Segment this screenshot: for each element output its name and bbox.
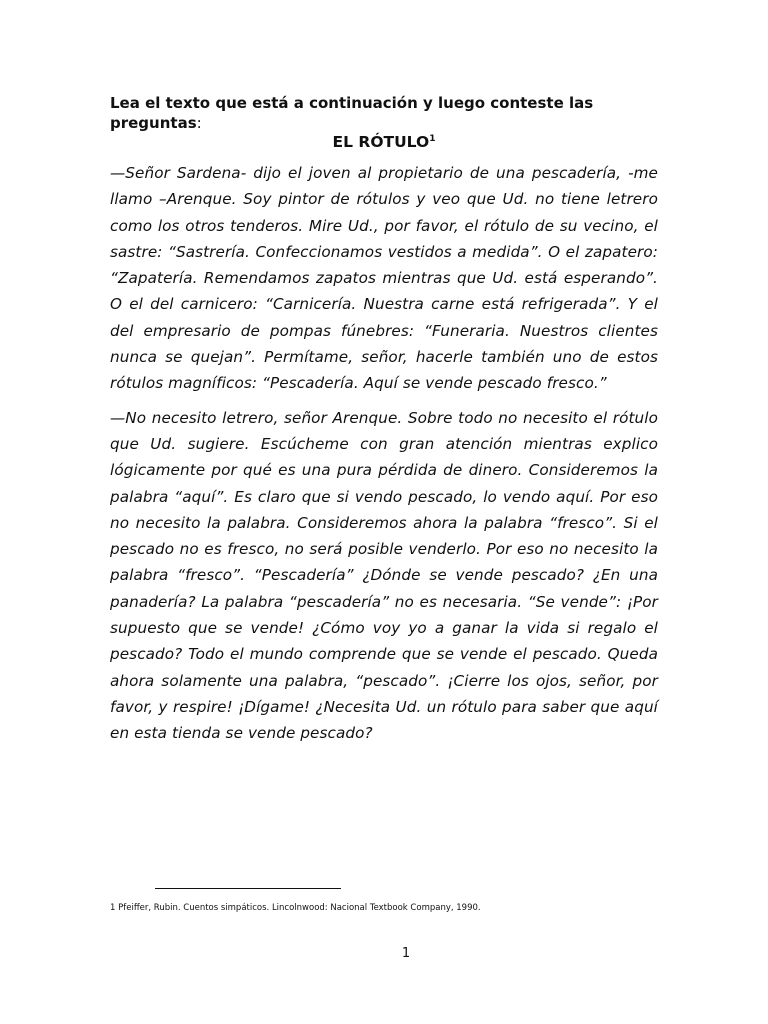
title-footnote-ref: 1: [429, 134, 436, 144]
instruction-colon: :: [196, 114, 202, 132]
instruction-line: [110, 93, 670, 133]
footnote-divider: [155, 888, 341, 889]
story-title-text: EL RÓTULO: [332, 133, 430, 151]
story-body: [110, 160, 658, 755]
footnote: 1 Pfeiffer, Rubin. Cuentos simpáticos. Lincolnwood: Nacional Textbook Company, 1990.: [110, 903, 481, 913]
story-title: [0, 128, 768, 153]
paragraph-2: —No necesito letrero, señor Arenque. Sobre todo no necesito el rótulo que Ud. sugiere. Escúcheme con gran atención mientras explico lógicamente por qué es una pura pérdida de dinero. Consideremos la palabra “aquí”. Es claro que si vendo pescado, lo vendo aquí. Por eso no necesito la palabra. Consideremos ahora la palabra “fresco”. Si el pescado no es fresco, no será posible venderlo. Por eso no necesito la palabra “fresco”. “Pescadería” ¿Dónde se vende pescado? ¿En una panadería? La palabra “pescadería” no es necesaria. “Se vende”: ¡Por supuesto que se vende! ¿Cómo voy yo a ganar la vida si regalo el pescado? Todo el mundo comprende que se vende el pescado. Queda ahora solamente una palabra, “pescado”. ¡Cierre los ojos, señor, por favor, y respire! ¡Dígame! ¿Necesita Ud. un rótulo para saber que aquí en esta tienda se vende pescado?: [110, 408, 658, 743]
paragraph-1: —Señor Sardena- dijo el joven al propietario de una pescadería, -me llamo –Arenque. Soy pintor de rótulos y veo que Ud. no tiene letrero como los otros tenderos. Mire Ud., por favor, el rótulo de su vecino, el sastre: “Sastrería. Confeccionamos vestidos a medida”. O el zapatero: “Zapatería. Remendamos zapatos mientras que Ud. está esperando”. O el del carnicero: “Carnicería. Nuestra carne está refrigerada”. Y el del empresario de pompas fúnebres: “Funeraria. Nuestros clientes nunca se quejan”. Permítame, señor, hacerle también uno de estos rótulos magníficos: “Pescadería. Aquí se vende pescado fresco.”: [110, 164, 658, 393]
instruction-text: Lea el texto que está a continuación y luego conteste las preguntas: [110, 94, 594, 132]
page-number: 1: [401, 946, 411, 961]
